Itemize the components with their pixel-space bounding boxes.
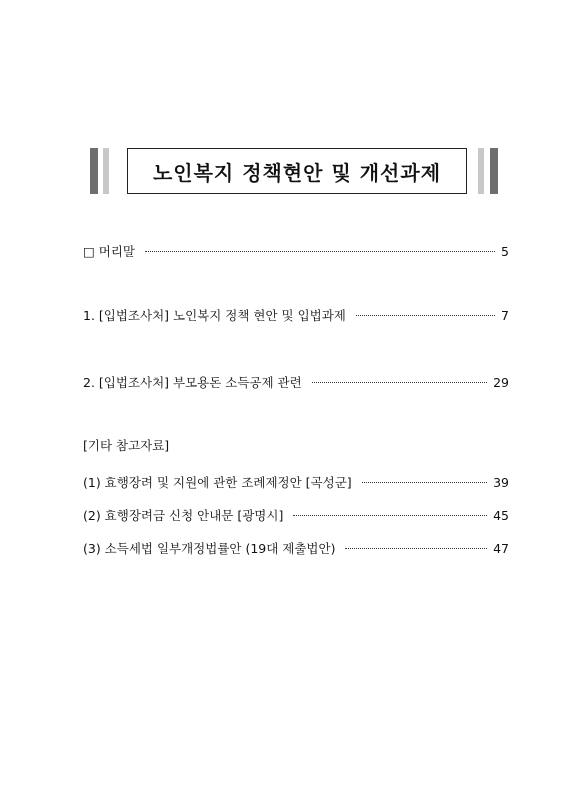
toc-label: (1) 효행장려 및 지원에 관한 조례제정안 [곡성군] [83,475,352,490]
toc-row-reference-2[interactable] [83,506,509,524]
toc-page-number: 5 [501,244,509,259]
toc-row-preface[interactable] [83,242,509,260]
toc-page-number: 39 [493,475,509,490]
left-dark-bar [90,148,98,194]
reference-heading: [기타 참고자료] [83,438,170,453]
title-block [90,148,502,194]
toc-page-number: 45 [493,508,509,523]
toc-label: 2. [입법조사처] 부모용돈 소득공제 관련 [83,375,302,390]
toc-label: □ 머리말 [83,244,136,259]
toc-row-reference-1[interactable] [83,473,509,491]
toc-page-number: 7 [501,308,509,323]
toc-row-item-2[interactable] [83,373,509,391]
toc-leader-dots [293,514,487,516]
toc-label: 1. [입법조사처] 노인복지 정책 현안 및 입법과제 [83,308,346,323]
toc-leader-dots [345,547,487,549]
toc-leader-dots [312,381,487,383]
title-box [127,148,467,194]
toc-label: (2) 효행장려금 신청 안내문 [광명시] [83,508,284,523]
toc-row-item-1[interactable] [83,306,509,324]
right-light-bar [478,148,484,194]
toc-page-number: 47 [493,541,509,556]
right-dark-bar [490,148,498,194]
toc-row-reference-3[interactable] [83,539,509,557]
toc-label: (3) 소득세법 일부개정법률안 (19대 제출법안) [83,541,336,556]
toc-leader-dots [362,481,487,483]
toc-leader-dots [145,250,495,252]
toc-page-number: 29 [493,375,509,390]
document-title: 노인복지 정책현안 및 개선과제 [152,160,442,185]
toc-leader-dots [356,314,495,316]
left-light-bar [103,148,109,194]
